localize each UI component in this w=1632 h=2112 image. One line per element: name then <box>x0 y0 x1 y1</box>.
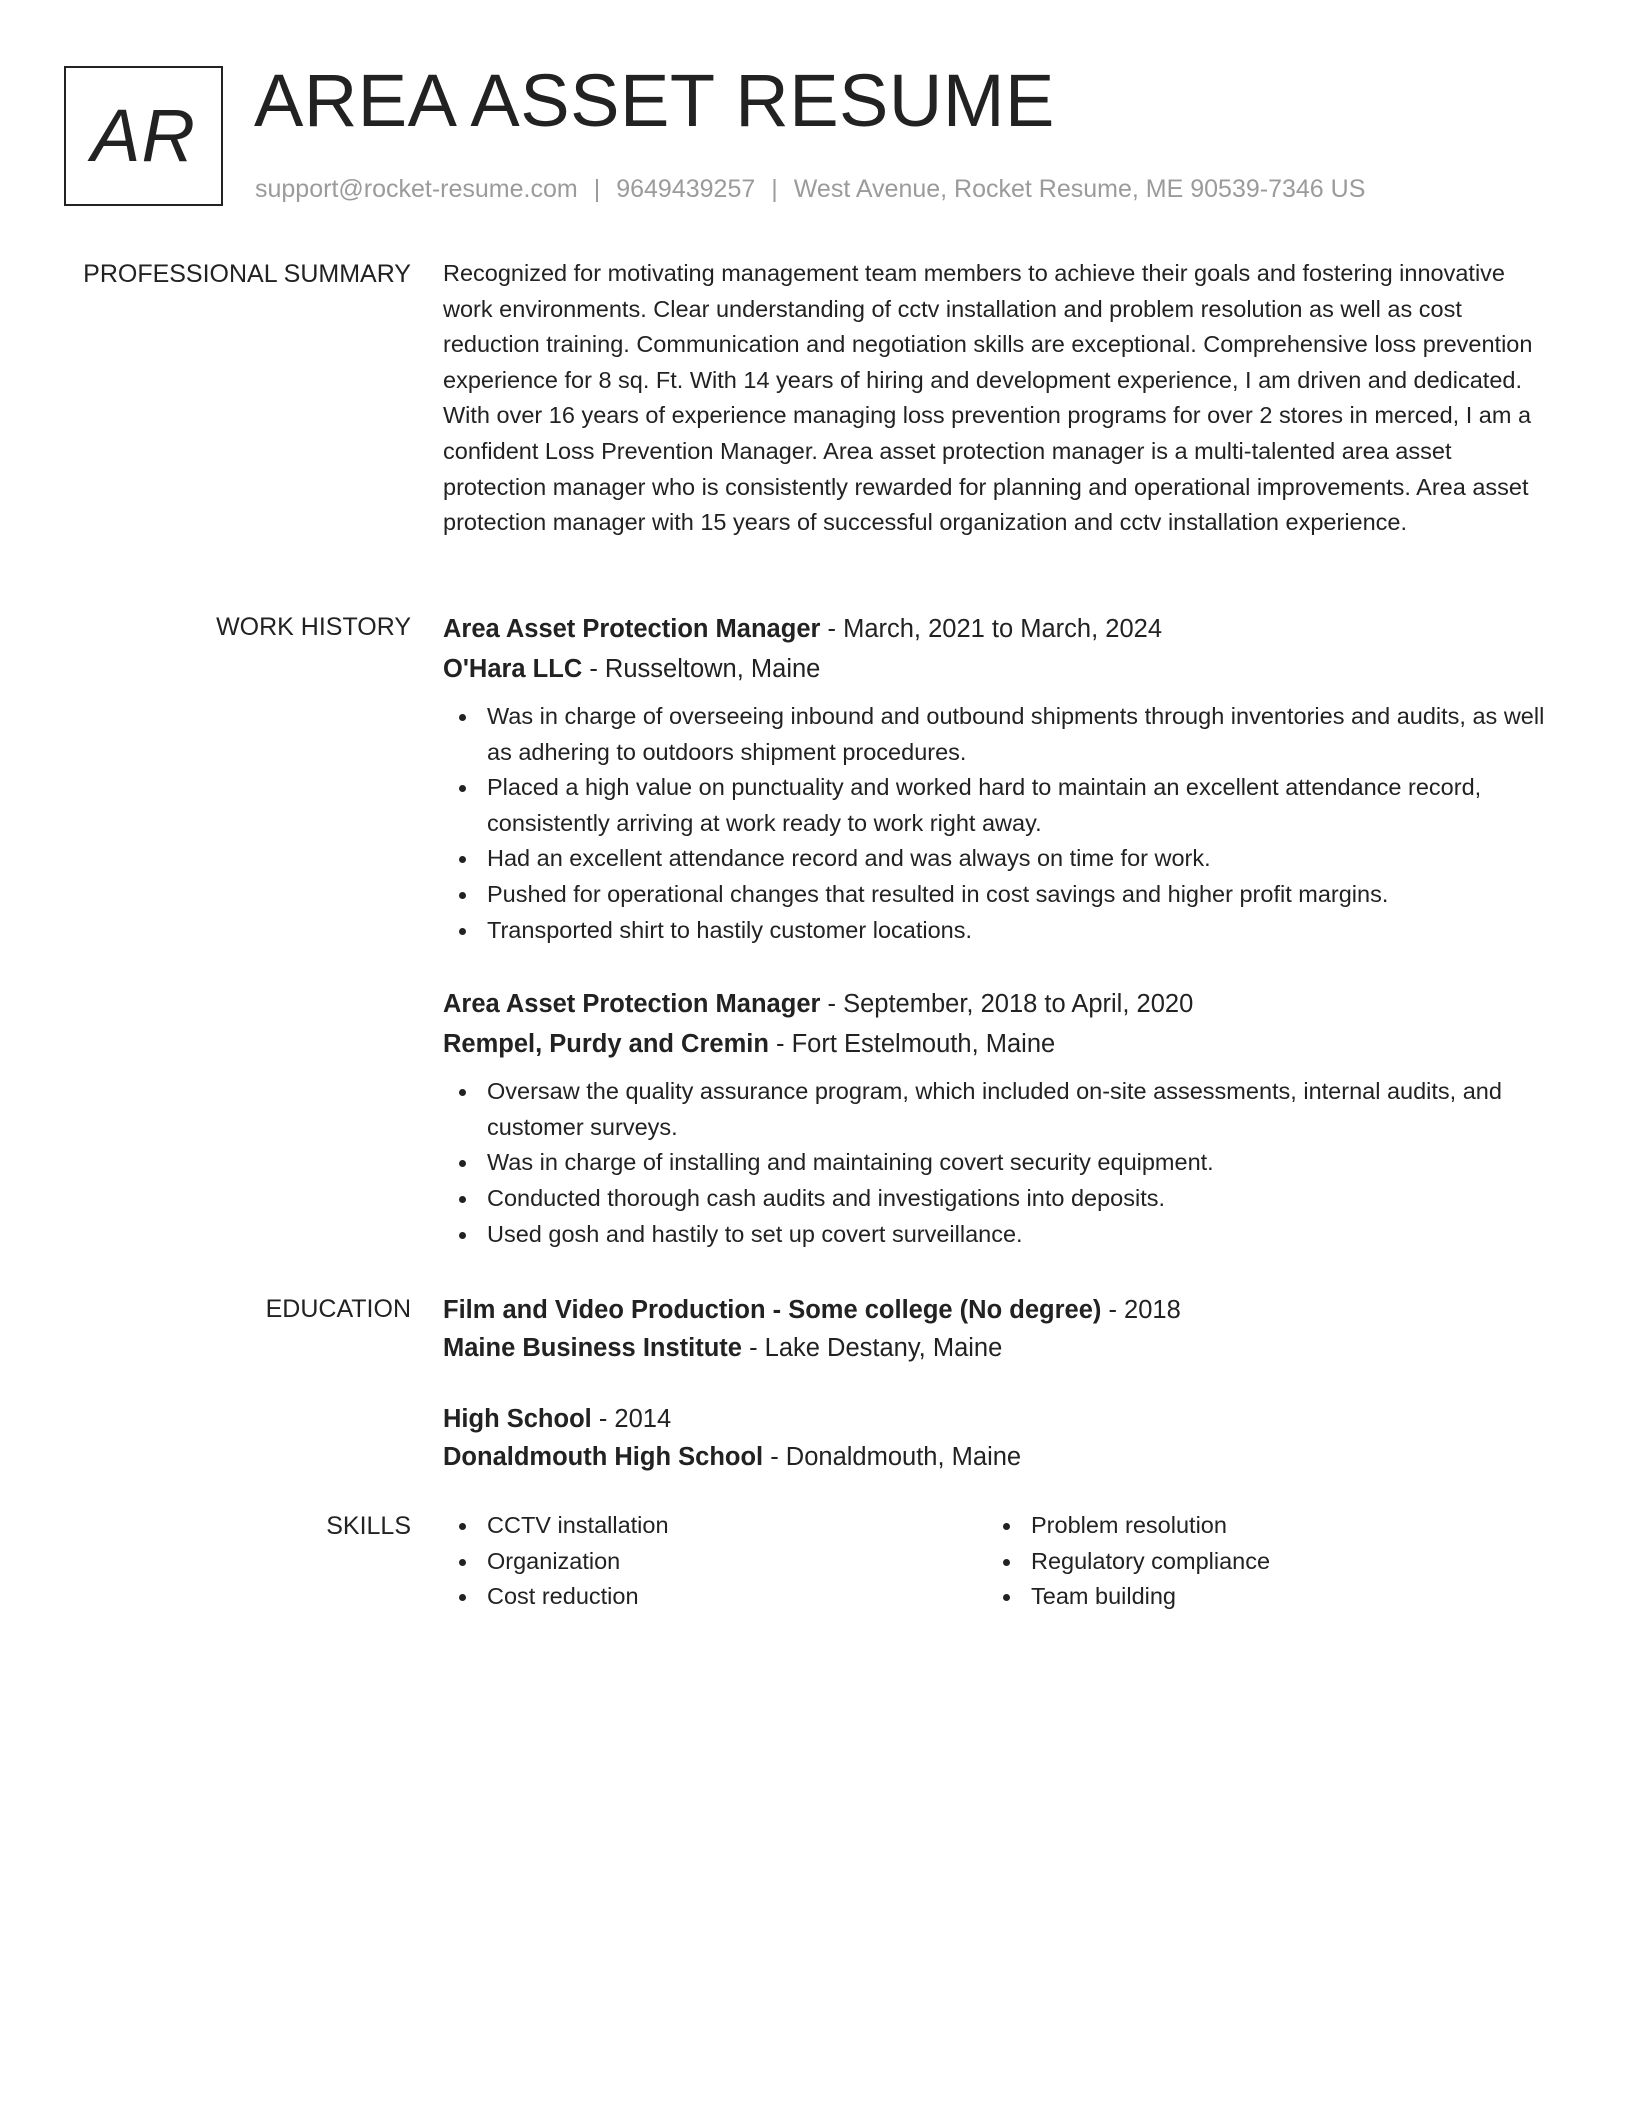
job-company: O'Hara LLC <box>443 655 583 683</box>
skill-item: Organization <box>443 1544 987 1580</box>
contact-separator: | <box>771 175 778 203</box>
job-bullet: Was in charge of overseeing inbound and outbound shipments through inventories and audits, as well as adhering to outdoors shipment procedures. <box>443 699 1553 770</box>
education-year: - 2014 <box>591 1405 672 1433</box>
education-entry <box>443 1291 1553 1367</box>
resume-name: AREA ASSET RESUME <box>254 59 1055 142</box>
job-bullet: Had an excellent attendance record and was always on time for work. <box>443 841 1553 877</box>
education-school: Donaldmouth High School <box>443 1443 764 1471</box>
education-heading: EDUCATION <box>265 1295 411 1323</box>
education-school-line <box>443 1329 1553 1367</box>
job-dates: - September, 2018 to April, 2020 <box>820 990 1194 1019</box>
job-company-line <box>443 649 1553 689</box>
skill-item: Problem resolution <box>987 1508 1531 1544</box>
job-title-line <box>443 984 1553 1024</box>
education-location: - Donaldmouth, Maine <box>763 1443 1022 1471</box>
education-school-line <box>443 1438 1553 1476</box>
job-bullet: Used gosh and hastily to set up covert surveillance. <box>443 1217 1553 1253</box>
skill-item: CCTV installation <box>443 1508 987 1544</box>
education-school: Maine Business Institute <box>443 1334 742 1362</box>
skills-column-left <box>443 1508 987 1615</box>
education-body <box>443 1291 1553 1509</box>
job-company-line <box>443 1024 1553 1064</box>
job-title: Area Asset Protection Manager <box>443 990 821 1019</box>
contact-address: West Avenue, Rocket Resume, ME 90539-7346 US <box>793 175 1366 203</box>
education-degree-line <box>443 1400 1553 1438</box>
job-location: - Russeltown, Maine <box>582 655 821 683</box>
job-bullet: Was in charge of installing and maintaining covert security equipment. <box>443 1145 1553 1181</box>
work-history-body <box>443 609 1553 1288</box>
skill-item: Cost reduction <box>443 1579 987 1615</box>
job-entry <box>443 984 1553 1252</box>
job-bullets <box>443 1074 1553 1252</box>
job-company: Rempel, Purdy and Cremin <box>443 1030 769 1059</box>
contact-line <box>255 174 1365 204</box>
skill-item: Team building <box>987 1579 1531 1615</box>
education-location: - Lake Destany, Maine <box>741 1334 1003 1362</box>
job-bullet: Placed a high value on punctuality and worked hard to maintain an excellent attendance record, consistently arriving at work ready to work right away. <box>443 770 1553 841</box>
education-degree: High School <box>443 1405 592 1433</box>
summary-body <box>443 256 1553 541</box>
job-entry <box>443 609 1553 948</box>
skills-heading: SKILLS <box>326 1512 411 1540</box>
job-bullet: Conducted thorough cash audits and investigations into deposits. <box>443 1181 1553 1217</box>
education-degree-line <box>443 1291 1553 1329</box>
contact-separator: | <box>593 175 601 203</box>
job-bullet: Oversaw the quality assurance program, which included on-site assessments, internal audits, and customer surveys. <box>443 1074 1553 1145</box>
contact-phone: 9649439257 <box>616 175 756 203</box>
job-location: - Fort Estelmouth, Maine <box>768 1030 1056 1059</box>
skills-column-right <box>987 1508 1531 1615</box>
education-entry <box>443 1400 1553 1476</box>
education-degree: Film and Video Production - Some college (No degree) <box>443 1296 1102 1324</box>
monogram-initials: AR <box>91 94 196 177</box>
work-history-heading: WORK HISTORY <box>216 613 411 641</box>
skills-body <box>443 1508 1553 1615</box>
job-bullets <box>443 699 1553 948</box>
education-year: - 2018 <box>1101 1296 1181 1324</box>
contact-email: support@rocket-resume.com <box>255 175 578 203</box>
skills-grid <box>443 1508 1553 1615</box>
summary-heading: PROFESSIONAL SUMMARY <box>83 260 411 288</box>
skill-item: Regulatory compliance <box>987 1544 1531 1580</box>
monogram-box <box>64 66 223 206</box>
job-title-line <box>443 609 1553 649</box>
job-bullet: Transported shirt to hastily customer locations. <box>443 913 1553 949</box>
summary-text: Recognized for motivating management team members to achieve their goals and fostering innovative work environments. Clear understanding of cctv installation and problem resolution as well as cost reduction training. Communication and negotiation skills are exceptional. Comprehensive loss prevention experience for 8 sq. Ft. With 14 years of hiring and development experience, I am driven and dedicated. With over 16 years of experience managing loss prevention programs for over 2 stores in merced, I am a confident Loss Prevention Manager. Area asset protection manager is a multi-talented area asset protection manager who is consistently rewarded for planning and operational improvements. Area asset protection manager with 15 years of successful organization and cctv installation experience. <box>443 260 1533 536</box>
job-dates: - March, 2021 to March, 2024 <box>820 615 1163 643</box>
job-bullet: Pushed for operational changes that resulted in cost savings and higher profit margins. <box>443 877 1553 913</box>
job-title: Area Asset Protection Manager <box>443 615 821 643</box>
